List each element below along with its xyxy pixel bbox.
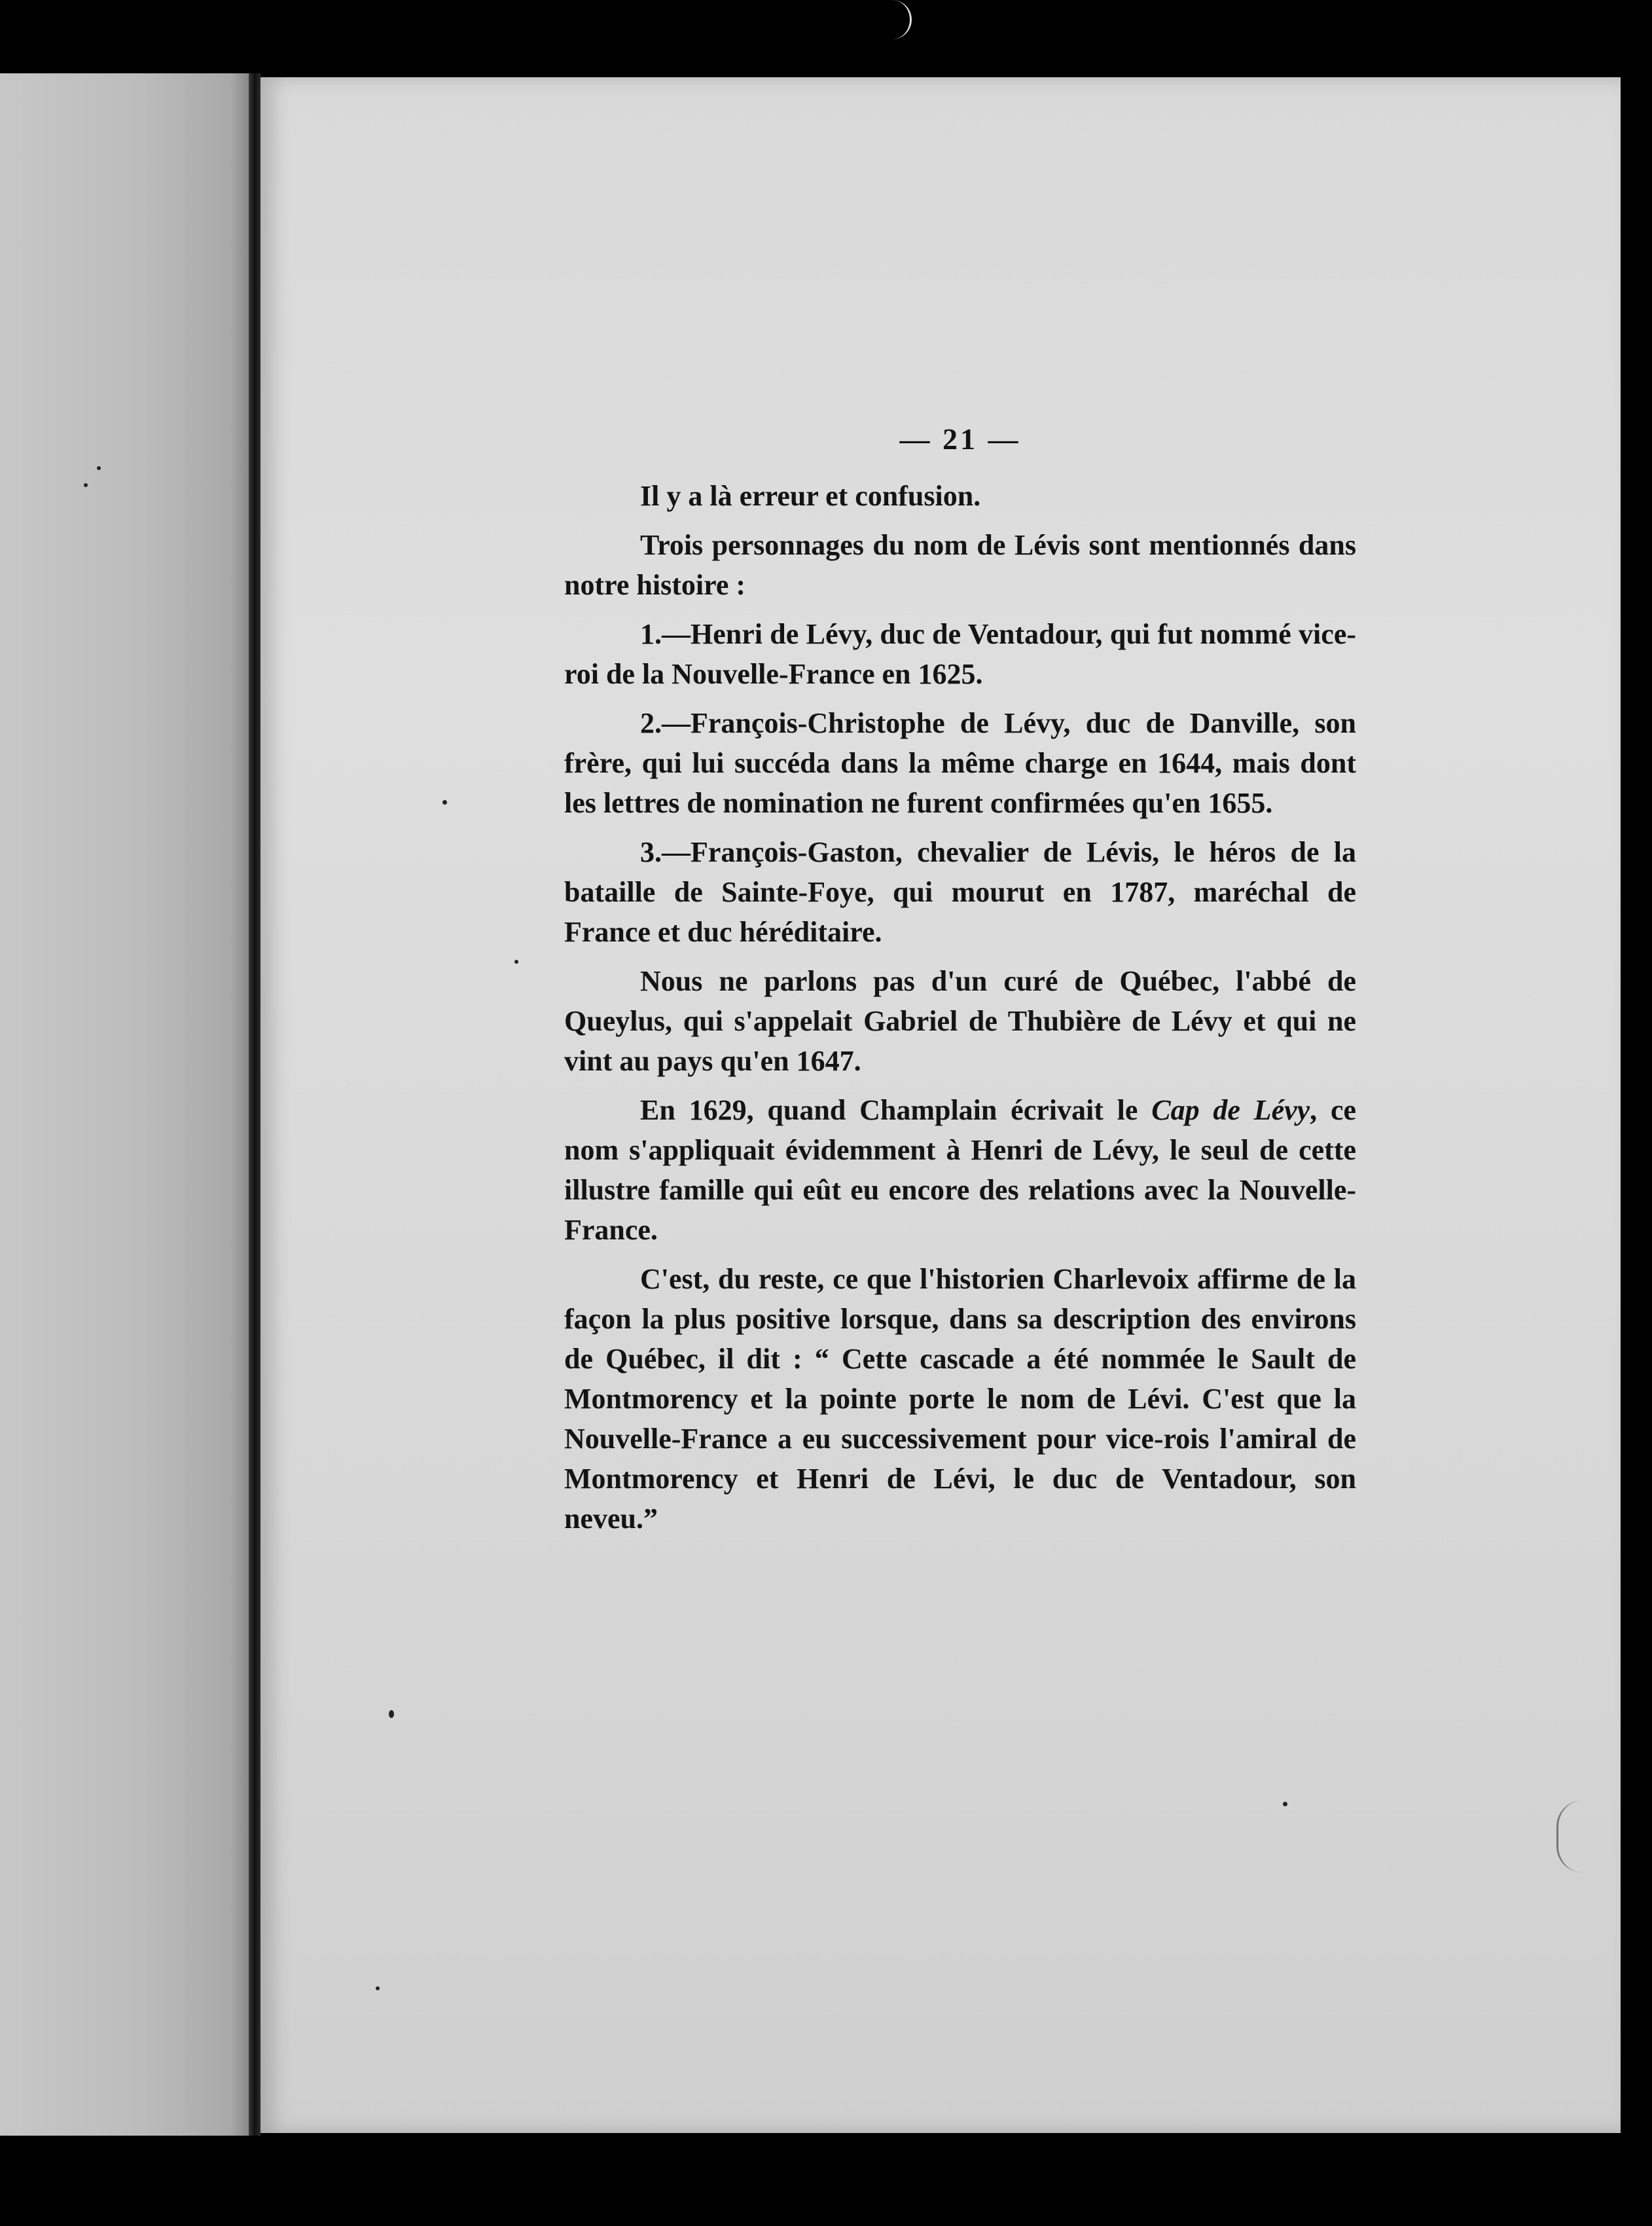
paragraph: 2.—François-Christophe de Lévy, duc de Danville, son frère, qui lui succéda dans la même charge en 1644, mais dont les lettres de nomination ne furent confirmées qu'en 1655.	[564, 707, 1356, 819]
paragraph-text: , ce nom s'appliquait évidemment à Henri de Lévy, le seul de cette illustre famille qui eût eu encore des relations avec la Nouvelle-France.	[564, 1094, 1357, 1246]
dust-speck	[389, 1710, 394, 1718]
book-gutter	[249, 73, 260, 2136]
italic-place-name: Cap de Lévy	[1151, 1094, 1310, 1126]
paragraph: 3.—François-Gaston, chevalier de Lévis, le héros de la bataille de Sainte-Foye, qui mourut en 1787, maréchal de France et duc héréditaire.	[564, 836, 1356, 948]
film-edge-mark	[890, 0, 912, 39]
dust-speck	[514, 960, 518, 964]
dust-speck	[84, 483, 88, 487]
paragraph: C'est, du reste, ce que l'historien Charlevoix affirme de la façon la plus positive lorsque, dans sa description des environs de Québec, il dit : “ Cette cascade a été nommée le Sault de Montmorency et la pointe porte le nom de Lévi. C'est que la Nouvelle-France a eu successivement pour vice-rois l'amiral de Montmorency et Henri de Lévi, le duc de Ventadour, son neveu.”	[564, 1263, 1356, 1535]
paragraph: Trois personnages du nom de Lévis sont mentionnés dans notre histoire :	[564, 529, 1356, 601]
page-number: — 21 —	[899, 422, 1021, 456]
dust-speck	[97, 466, 101, 470]
dust-speck	[442, 800, 447, 805]
dust-speck	[1283, 1802, 1287, 1806]
paragraph: Nous ne parlons pas d'un curé de Québec, l'abbé de Queylus, qui s'appelait Gabriel de Thubière de Lévy et qui ne vint au pays qu'en 1647.	[564, 965, 1356, 1077]
paragraph-text: En 1629, quand Champlain écrivait le	[640, 1094, 1152, 1126]
page-text	[564, 419, 1356, 1548]
dust-speck	[376, 1986, 380, 1990]
paragraph: 1.—Henri de Lévy, duc de Ventadour, qui fut nommé vice-roi de la Nouvelle-France en 1625.	[564, 618, 1356, 690]
facing-page-edge	[0, 73, 257, 2136]
paragraph	[564, 1090, 1356, 1250]
paragraph: Il y a là erreur et confusion.	[640, 480, 981, 512]
